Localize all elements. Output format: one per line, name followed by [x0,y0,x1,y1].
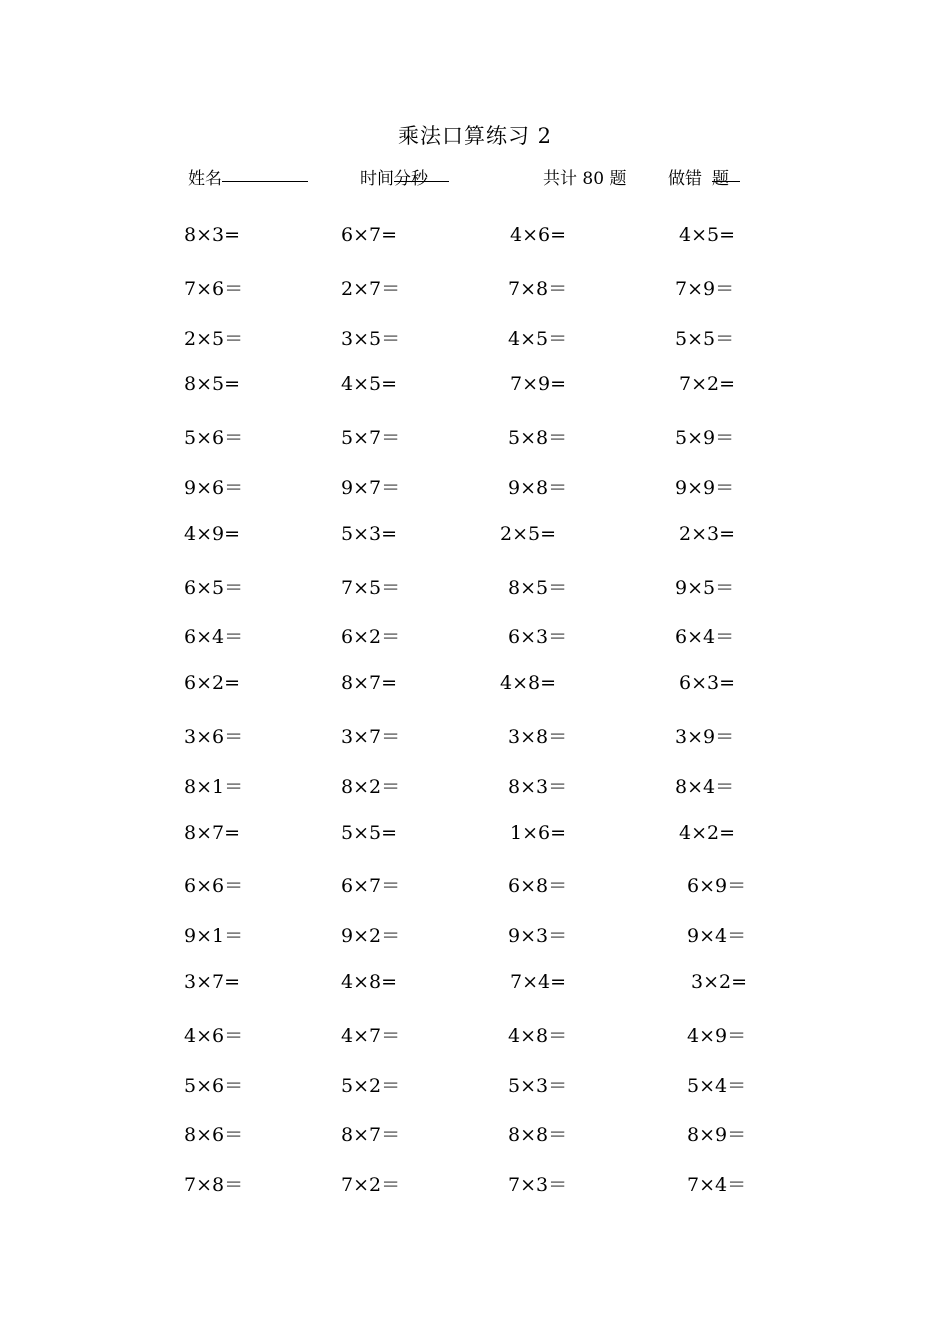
problem-18-4: 5×4＝ [687,1074,747,1097]
problem-4-1: 8×5= [184,373,241,396]
problem-14-4: 6×9＝ [687,875,747,898]
problem-5-3: 5×8＝ [508,427,568,450]
time-field [360,164,428,189]
wrong-field [668,164,729,189]
problem-9-2: 6×2＝ [341,626,401,649]
problem-8-2: 7×5＝ [341,576,401,599]
problem-19-4: 8×9＝ [687,1124,747,1147]
problem-7-3: 2×5= [500,522,557,545]
problem-15-4: 9×4＝ [687,925,747,948]
problem-5-4: 5×9＝ [675,427,735,450]
problem-10-1: 6×2= [184,672,241,695]
problem-6-2: 9×7＝ [341,477,401,499]
problem-13-3: 1×6= [510,821,567,844]
problem-12-4: 8×4＝ [675,775,735,798]
problem-18-2: 5×2＝ [341,1074,401,1097]
problem-4-4: 7×2= [679,373,736,396]
second-label: 秒 [411,169,428,189]
problem-19-1: 8×6＝ [184,1124,244,1147]
problem-1-2: 6×7= [341,224,398,246]
problem-9-3: 6×3＝ [508,626,568,649]
problem-10-3: 4×8= [500,672,557,695]
problem-16-4: 3×2= [691,971,748,993]
time-label: 时间 [360,169,394,189]
worksheet-title: 乘法口算练习 2 [397,124,553,148]
problem-15-2: 9×2＝ [341,925,401,948]
problem-17-3: 4×8＝ [508,1024,568,1047]
problem-20-2: 7×2＝ [341,1174,401,1197]
problem-19-2: 8×7＝ [341,1124,401,1147]
problem-13-4: 4×2= [679,821,736,844]
second-blank[interactable] [411,164,449,182]
problem-5-1: 5×6＝ [184,427,244,450]
problem-6-4: 9×9＝ [675,477,735,499]
problem-2-4: 7×9＝ [675,277,735,300]
problem-8-3: 8×5＝ [508,576,568,599]
problem-6-3: 9×8＝ [508,477,568,499]
problem-4-3: 7×9= [510,373,567,396]
problem-13-2: 5×5= [341,821,398,844]
problem-2-1: 7×6＝ [184,277,244,300]
problem-17-1: 4×6＝ [184,1024,244,1047]
problem-8-4: 9×5＝ [675,576,735,599]
problem-13-1: 8×7= [184,821,241,844]
problem-16-1: 3×7= [184,971,241,993]
info-line [0,164,950,190]
problem-11-4: 3×9＝ [675,726,735,748]
problem-18-1: 5×6＝ [184,1074,244,1097]
problem-20-4: 7×4＝ [687,1174,747,1197]
problem-14-1: 6×6＝ [184,875,244,898]
problem-3-4: 5×5＝ [675,327,735,350]
problem-10-2: 8×7= [341,672,398,695]
problem-11-3: 3×8＝ [508,726,568,748]
problem-20-3: 7×3＝ [508,1174,568,1197]
problem-3-3: 4×5＝ [508,327,568,350]
problem-2-2: 2×7＝ [341,277,401,300]
problem-7-4: 2×3= [679,522,736,545]
problem-19-3: 8×8＝ [508,1124,568,1147]
minute-label: 分 [394,169,411,189]
wrong-label: 做错 [668,169,702,189]
problem-10-4: 6×3= [679,672,736,695]
problem-4-2: 4×5= [341,373,398,396]
problem-15-1: 9×1＝ [184,925,244,948]
name-blank[interactable] [222,164,308,182]
problem-1-4: 4×5= [679,224,736,246]
problem-16-3: 7×4= [510,971,567,993]
problem-1-3: 4×6= [510,224,567,246]
name-label: 姓名 [188,169,222,189]
problem-8-1: 6×5＝ [184,576,244,599]
problem-17-4: 4×9＝ [687,1024,747,1047]
problem-7-1: 4×9= [184,522,241,545]
problem-6-1: 9×6＝ [184,477,244,499]
problem-12-1: 8×1＝ [184,775,244,798]
problem-3-2: 3×5＝ [341,327,401,350]
problem-18-3: 5×3＝ [508,1074,568,1097]
problem-1-1: 8×3= [184,224,241,246]
total-label: 共计 80 题 [543,169,627,189]
problem-11-2: 3×7＝ [341,726,401,748]
problem-9-1: 6×4＝ [184,626,244,649]
name-field[interactable] [188,164,222,189]
problem-12-2: 8×2＝ [341,775,401,798]
problem-16-2: 4×8= [341,971,398,993]
problem-17-2: 4×7＝ [341,1024,401,1047]
problem-9-4: 6×4＝ [675,626,735,649]
problem-15-3: 9×3＝ [508,925,568,948]
problem-7-2: 5×3= [341,522,398,545]
problem-14-3: 6×8＝ [508,875,568,898]
problem-12-3: 8×3＝ [508,775,568,798]
problem-3-1: 2×5＝ [184,327,244,350]
problem-2-3: 7×8＝ [508,277,568,300]
wrong-unit: 题 [712,169,729,189]
wrong-blank[interactable] [712,164,740,182]
problem-11-1: 3×6＝ [184,726,244,748]
problem-14-2: 6×7＝ [341,875,401,898]
problem-5-2: 5×7＝ [341,427,401,450]
problem-20-1: 7×8＝ [184,1174,244,1197]
